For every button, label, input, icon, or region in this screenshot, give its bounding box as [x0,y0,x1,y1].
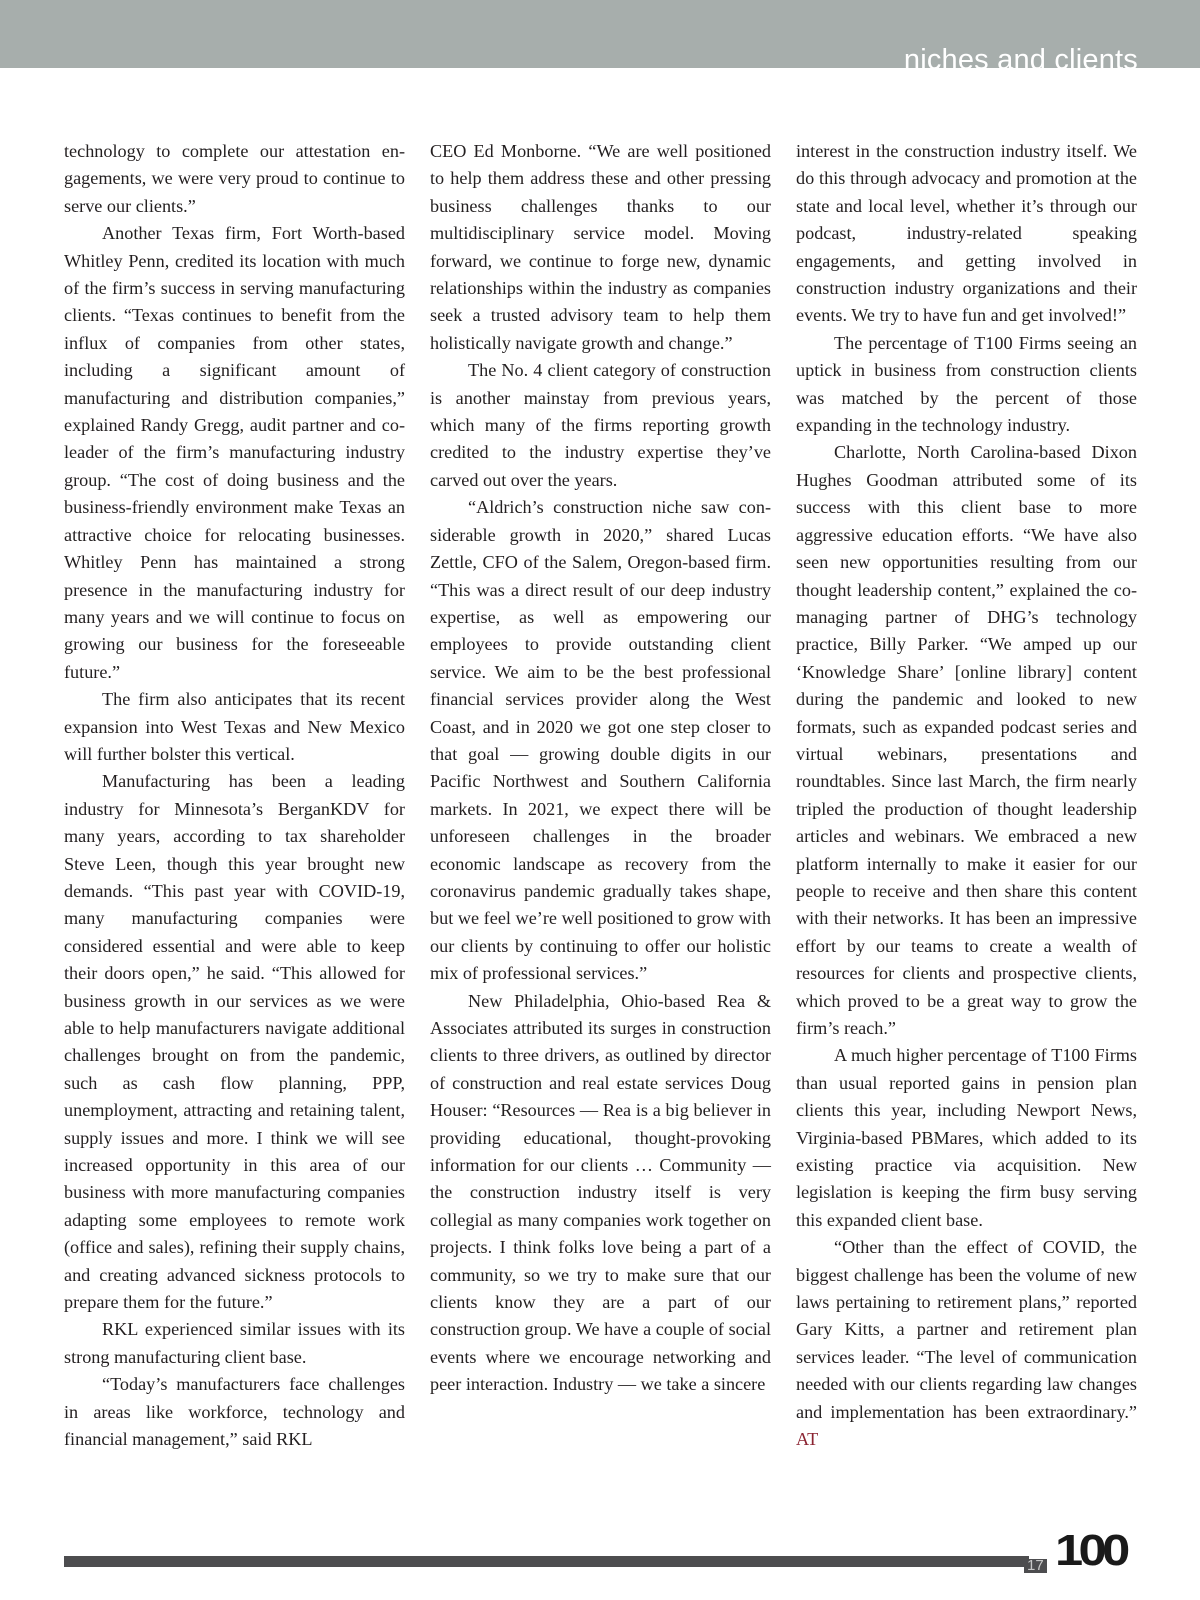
paragraph-text: “Other than the effect of COVID, the biggest challenge has been the volume of new laws pertaining to retirement plans,” reported Gary Kitts, a partner and retirement plan services leader. “The level of communication needed with our clients regarding law changes and implementation has been extraordinary.” [796,1237,1137,1422]
paragraph: RKL experienced similar issues with its strong manufacturing client base. [64,1319,405,1367]
end-mark: AT [796,1429,819,1450]
paragraph: The percentage of T100 Firms seeing an uptick in business from construction clients was matched by the percent of those expanding in the technology industry. [796,332,1137,436]
paragraph: Manufacturing has been a leading industry for Minnesota’s BerganKDV for many years, according to tax shareholder Steve Leen, though this year brought new demands. “This past year with COVID-19, many manufacturing companies were considered essential and were able to keep their doors open,” he said. “This allowed for business growth in our services as we were able to help manufacturers navigate additional challenges brought on from the pandemic, such as cash flow planning, PPP, unemployment, attracting and retaining talent, supply issues and more. I think we will see increased opportunity in this area of our business with more manufacturing companies adapting some employees to remote work (office and sales), refining their supply chains, and creating advanced sickness protocols to prepare them for the future.” [64,771,405,1313]
paragraph: “Today’s manufacturers face challenges in areas like workforce, technology and financial management,” said RKL [64,1374,405,1450]
paragraph: interest in the construction industry itself. We do this through advocacy and promotion at the state and local level, whether it’s through our podcast, industry-related speaking engagements, and getting involved in construction industry organizations and their events. We try to have fun and get involved!” [796,141,1137,326]
column-1 [64,138,405,1454]
page-number: 17 [1024,1559,1047,1573]
paragraph: The firm also anticipates that its recent expansion into West Texas and New Mexico will further bolster this vertical. [64,689,405,764]
paragraph: A much higher percentage of T100 Firms than usual reported gains in pension plan clients this year, including Newport News, Virginia-based PBMares, which added to its existing practice via acquisition. New legislation is keeping the firm busy serving this expanded client base. [796,1045,1137,1230]
article-columns [64,138,1137,1454]
paragraph: CEO Ed Monborne. “We are well positioned to help them address these and other pressing business challenges thanks to our multidisciplinary service model. Moving forward, we continue to forge new, dynamic relationships within the industry as companies seek a trusted advisory team to help them holistically navigate growth and change.” [430,141,771,353]
footer-bar [64,1556,1029,1567]
paragraph: technology to complete our attestation engagements, we were very proud to continue to serve our clients.” [64,141,405,216]
paragraph: Charlotte, North Carolina-based Dixon Hughes Goodman attributed some of its success with this client base to more aggressive education efforts. “We have also seen new opportunities resulting from our thought leadership content,” explained the co-managing partner of DHG’s technology practice, Billy Parker. “We amped up our ‘Knowledge Share’ [online library] content during the pandemic and looked to new formats, such as expanded podcast series and virtual webinars, presentations and roundtables. Since last March, the firm nearly tripled the production of thought leadership articles and webinars. We embraced a new platform internally to make it easier for our people to receive and then share this content with their networks. It has been an impressive effort by our teams to create a wealth of resources for clients and prospective clients, which proved to be a great way to grow the firm’s reach.” [796,442,1137,1038]
paragraph: New Philadelphia, Ohio-based Rea & Associates attributed its surges in construction clients to three drivers, as outlined by director of construction and real estate services Doug Houser: “Resources — Rea is a big believer in providing educational, thought-provoking information for our clients … Community — the construction industry itself is very collegial as many companies work together on projects. I think folks love being a part of a community, so we try to make sure that our clients know they are a part of our construction group. We have a couple of social events where we encourage networking and peer interaction. Industry — we take a sincere [430,990,771,1395]
paragraph: The No. 4 client category of construction is another mainstay from previous years, which many of the firms reporting growth credited to the industry expertise they’ve carved out over the years. [430,360,771,490]
paragraph: Another Texas firm, Fort Worth-based Whitley Penn, credited its location with much of the firm’s success in serving manufacturing clients. “Texas continues to benefit from the influx of companies from other states, including a significant amount of manufacturing and distribution companies,” explained Randy Gregg, audit partner and co-leader of the firm’s manufacturing industry group. “The cost of doing business and the business-friendly environment make Texas an attractive choice for relocating businesses. Whitley Penn has maintained a strong presence in the manufacturing industry for many years and we will continue to focus on growing our business for the foreseeable future.” [64,223,405,682]
column-3 [796,138,1137,1454]
section-title: niches and clients [903,44,1138,68]
final-paragraph [796,1234,1137,1453]
brand-logo: 100 [1055,1526,1126,1575]
paragraph: “Aldrich’s construction niche saw considerable growth in 2020,” shared Lucas Zettle, CFO of the Salem, Oregon-based firm. “This was a direct result of our deep industry expertise, as well as empowering our employees to provide outstanding client service. We aim to be the best professional financial services provider along the West Coast, and in 2020 we got one step closer to that goal — growing double digits in our Pacific Northwest and Southern California markets. In 2021, we expect there will be unforeseen challenges in the broader economic landscape as recovery from the coronavirus pandemic gradually takes shape, but we feel we’re well positioned to grow with our clients by continuing to offer our holistic mix of professional services.” [430,497,771,984]
column-2 [430,138,771,1454]
